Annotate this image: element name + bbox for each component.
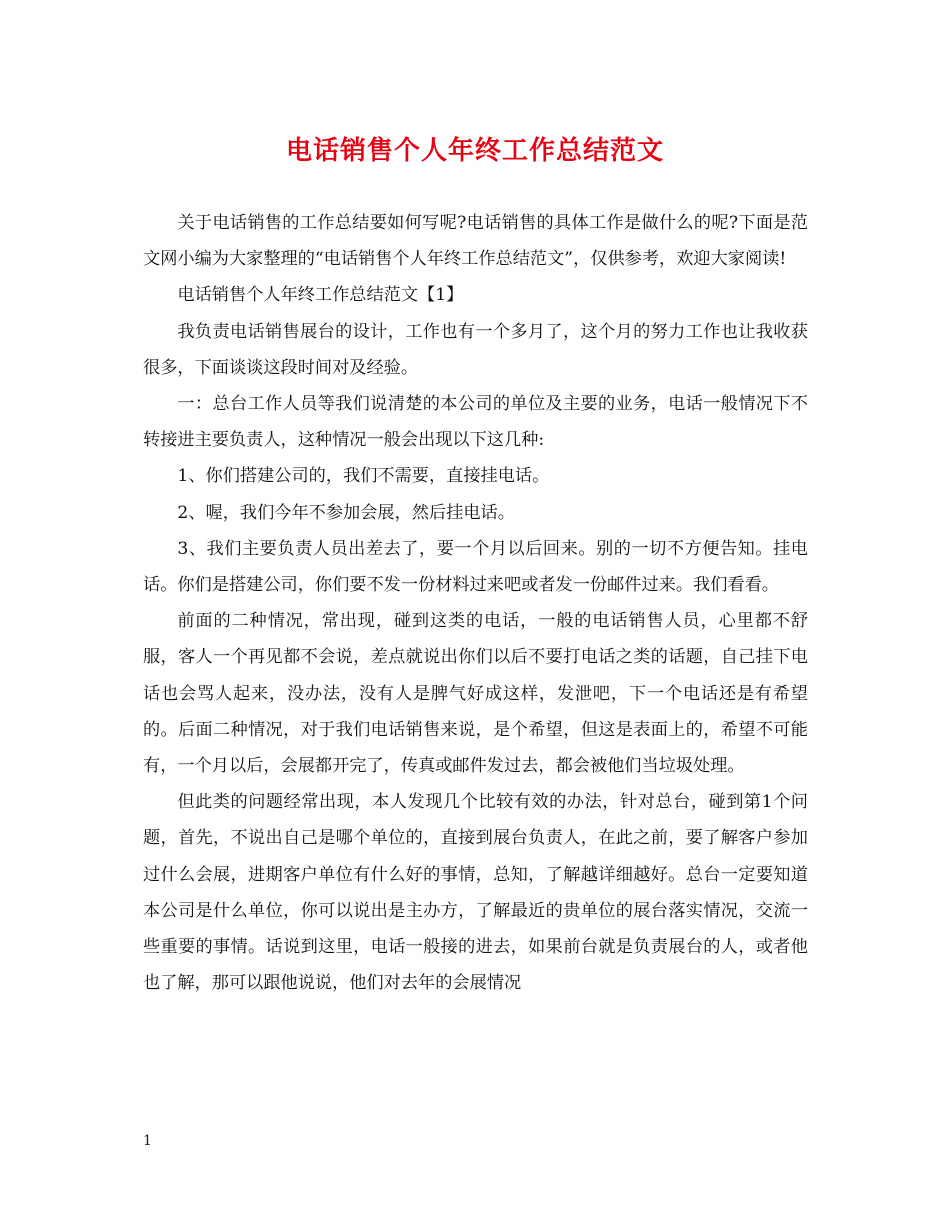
section-heading: 电话销售个人年终工作总结范文【1】 xyxy=(177,285,464,306)
document-body xyxy=(143,205,808,1001)
paragraph: 我负责电话销售展台的设计，工作也有一个多月了，这个月的努力工作也让我收获很多，下面谈谈这段时间对及经验。 xyxy=(143,321,808,378)
page-number: 1 xyxy=(143,1133,152,1149)
document-title: 电话销售个人年终工作总结范文 xyxy=(285,136,664,166)
paragraph: 但此类的问题经常出现，本人发现几个比较有效的办法，针对总台，碰到第1个问题，首先，不说出自己是哪个单位的，直接到展台负责人，在此之前，要了解客户参加过什么会展，进期客户单位有什么好的事情，总知，了解越详细越好。总台一定要知道本公司是什么单位，你可以说出是主办方，了解最近的贵单位的展台落实情况，交流一些重要的事情。话说到这里，电话一般接的进去，如果前台就是负责展台的人，或者他也了解，那可以跟他说说，他们对去年的会展情况 xyxy=(143,792,808,994)
list-item: 1、你们搭建公司的，我们不需要，直接挂电话。 xyxy=(177,466,550,487)
paragraph: 一：总台工作人员等我们说清楚的本公司的单位及主要的业务，电话一般情况下不转接进主要负责人，这种情况一般会出现以下这几种: xyxy=(143,394,808,451)
paragraph: 前面的二种情况，常出现，碰到这类的电话，一般的电话销售人员，心里都不舒服，客人一个再见都不会说，差点就说出你们以后不要打电话之类的话题，自己挂下电话也会骂人起来，没办法，没有人是脾气好成这样，发泄吧，下一个电话还是有希望的。后面二种情况，对于我们电话销售来说，是个希望，但这是表面上的，希望不可能有，一个月以后，会展都开完了，传真或邮件发过去，都会被他们当垃圾处理。 xyxy=(143,611,808,777)
list-item: 2、喔，我们今年不参加会展，然后挂电话。 xyxy=(177,502,515,523)
list-item: 3、我们主要负责人员出差去了，要一个月以后回来。别的一切不方便告知。挂电话。你们是搭建公司，你们要不发一份材料过来吧或者发一份邮件过来。我们看看。 xyxy=(143,538,808,596)
paragraph-intro: 关于电话销售的工作总结要如何写呢?电话销售的具体工作是做什么的呢?下面是范文网小编为大家整理的“电话销售个人年终工作总结范文”，仅供参考，欢迎大家阅读! xyxy=(143,213,808,270)
